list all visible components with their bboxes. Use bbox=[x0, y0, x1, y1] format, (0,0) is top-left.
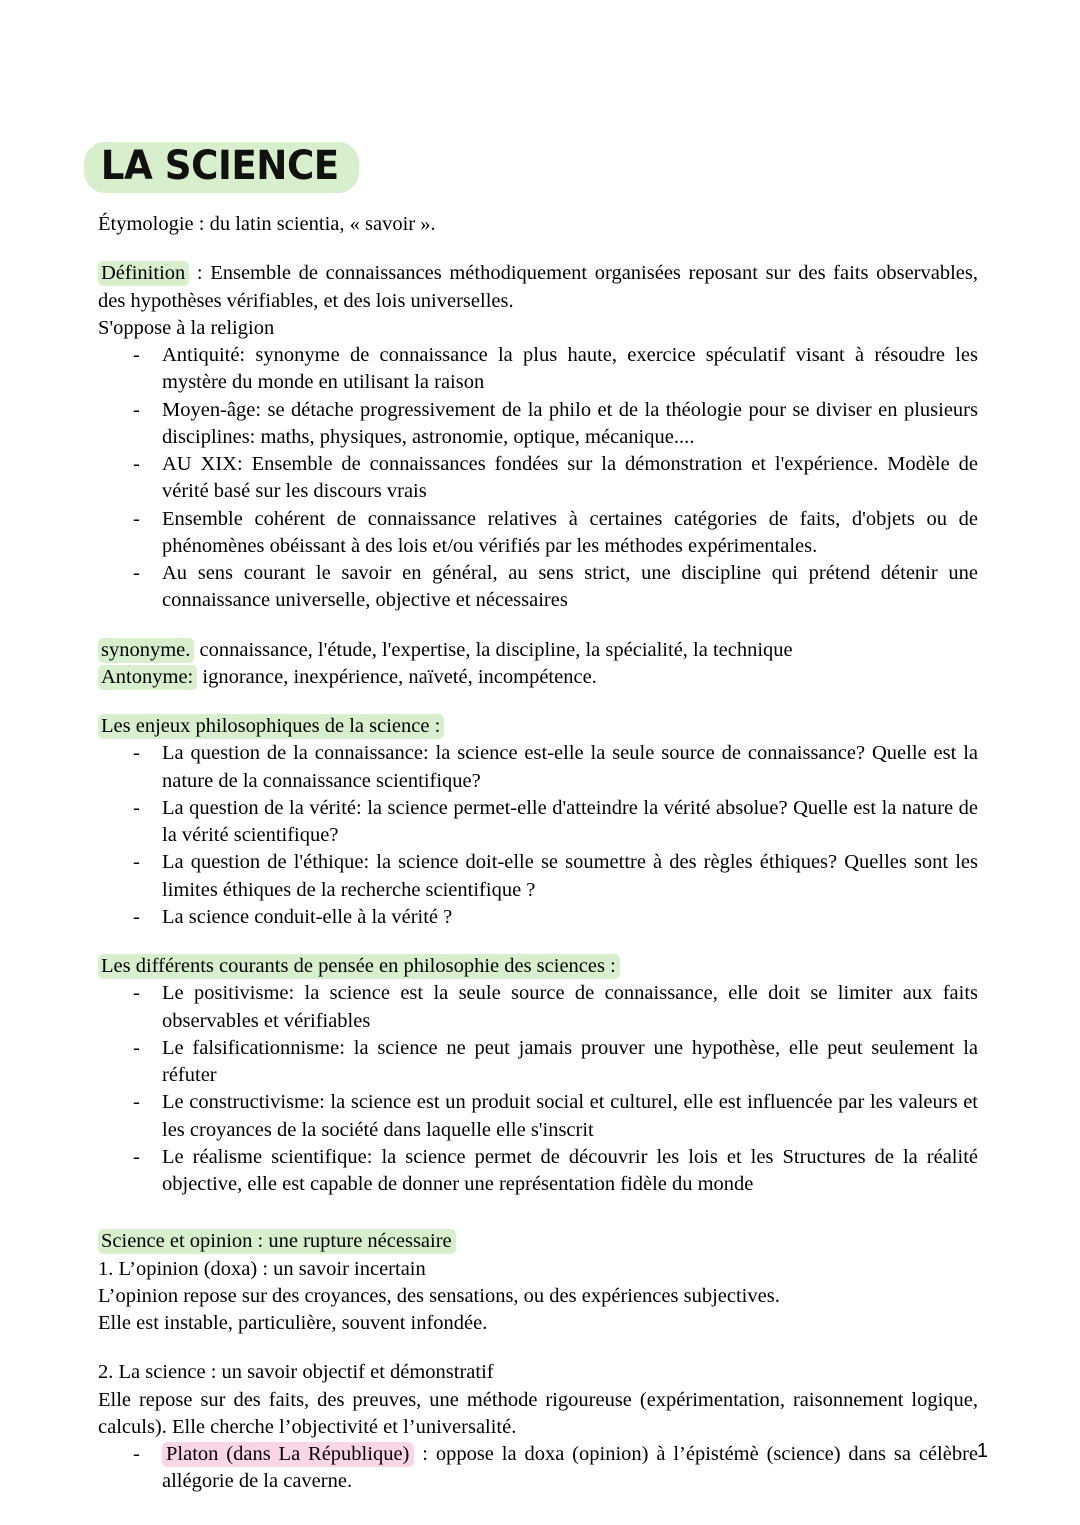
antonym-line bbox=[98, 664, 978, 691]
spacer bbox=[98, 1337, 978, 1359]
enjeux-heading: Les enjeux philosophiques de la science : bbox=[98, 714, 444, 739]
list-item: - La question de l'éthique: la science doit-elle se soumettre à des règles éthiques? Quelles sont les limites éthiques de la recherche scientifique ? bbox=[98, 849, 978, 904]
courants-heading: Les différents courants de pensée en philosophie des sciences : bbox=[98, 954, 620, 979]
list-item: - Au sens courant le savoir en général, au sens strict, une discipline qui prétend détenir une connaissance universelle, objective et nécessaires bbox=[98, 560, 978, 615]
list-item: - Antiquité: synonyme de connaissance la plus haute, exercice spéculatif visant à résoudre les mystère du monde en utilisant la raison bbox=[98, 342, 978, 397]
synonym-line bbox=[98, 637, 978, 664]
rupture-point2-title: 2. La science : un savoir objectif et démonstratif bbox=[98, 1361, 494, 1384]
definition-list bbox=[98, 342, 978, 615]
list-item: - Le positivisme: la science est la seule source de connaissance, elle doit se limiter aux faits observables et vérifiables bbox=[98, 980, 978, 1035]
rupture-point1-line2: Elle est instable, particulière, souvent infondée. bbox=[98, 1312, 488, 1334]
spacer bbox=[98, 691, 978, 713]
etymology-line: Étymologie : du latin scientia, « savoir ». bbox=[98, 213, 436, 235]
spacer bbox=[98, 931, 978, 953]
rupture-heading: Science et opinion : une rupture nécessaire bbox=[98, 1229, 456, 1254]
spacer bbox=[98, 615, 978, 637]
platon-body: : oppose la doxa (opinion) à l’épistémè (science) dans sa célèbre allégorie de la caverne. bbox=[162, 1443, 978, 1493]
courants-heading-line bbox=[98, 953, 978, 980]
rupture-point2-body: Elle repose sur des faits, des preuves, une méthode rigoureuse (expérimentation, raisonnement logique, calculs). Elle cherche l’objectivité et l’universalité. bbox=[98, 1388, 978, 1438]
list-item: - Ensemble cohérent de connaissance relatives à certaines catégories de faits, d'objets ou de phénomènes obéissant à des lois et/ou vérifiés par les méthodes expérimentales. bbox=[98, 506, 978, 561]
rupture-list bbox=[98, 1441, 978, 1496]
definition-paragraph bbox=[98, 260, 978, 315]
list-item: - Le constructivisme: la science est un produit social et culturel, elle est influencée par les valeurs et les croyances de la société dans laquelle elle s'inscrit bbox=[98, 1089, 978, 1144]
synonym-label: synonyme. bbox=[98, 638, 194, 663]
definition-label: Définition bbox=[98, 261, 189, 286]
list-item: - La question de la connaissance: la science est-elle la seule source de connaissance? Quelle est la nature de la connaissance scientifique? bbox=[98, 740, 978, 795]
list-item bbox=[98, 1441, 978, 1496]
list-item: - La question de la vérité: la science permet-elle d'atteindre la vérité absolue? Quelle est la nature de la vérité scientifique? bbox=[98, 795, 978, 850]
list-item: - La science conduit-elle à la vérité ? bbox=[98, 904, 978, 931]
spacer bbox=[98, 1198, 978, 1228]
platon-label: Platon (dans La République) bbox=[162, 1442, 414, 1467]
rupture-point1-line1: L’opinion repose sur des croyances, des sensations, ou des expériences subjectives. bbox=[98, 1284, 780, 1307]
page-title bbox=[98, 142, 978, 193]
enjeux-list bbox=[98, 740, 978, 931]
courants-list bbox=[98, 980, 978, 1198]
enjeux-heading-line bbox=[98, 713, 978, 740]
rupture-heading-line bbox=[98, 1228, 978, 1255]
list-item: - Le falsificationnisme: la science ne peut jamais prouver une hypothèse, elle peut seulement la réfuter bbox=[98, 1035, 978, 1090]
spacer bbox=[98, 238, 978, 260]
definition-opposition: S'oppose à la religion bbox=[98, 316, 275, 339]
document-content bbox=[98, 142, 978, 1496]
page-number: 1 bbox=[976, 1440, 988, 1462]
definition-body: : Ensemble de connaissances méthodiquement organisées reposant sur des faits observables, des hypothèses vérifiables, et des lois universelles. bbox=[98, 262, 978, 312]
synonym-body: connaissance, l'étude, l'expertise, la discipline, la spécialité, la technique bbox=[194, 638, 793, 661]
page-title-text: LA SCIENCE bbox=[84, 142, 359, 193]
antonym-body: ignorance, inexpérience, naïveté, incompétence. bbox=[197, 665, 597, 688]
list-item: - Le réalisme scientifique: la science permet de découvrir les lois et les Structures de la réalité objective, elle est capable de donner une représentation fidèle du monde bbox=[98, 1144, 978, 1199]
antonym-label: Antonyme: bbox=[98, 665, 197, 690]
rupture-point1-title: 1. L’opinion (doxa) : un savoir incertain bbox=[98, 1257, 426, 1280]
list-item: - Moyen-âge: se détache progressivement de la philo et de la théologie pour se diviser en plusieurs disciplines: maths, physiques, astronomie, optique, mécanique.... bbox=[98, 397, 978, 452]
list-item: - AU XIX: Ensemble de connaissances fondées sur la démonstration et l'expérience. Modèle de vérité basé sur les discours vrais bbox=[98, 451, 978, 506]
